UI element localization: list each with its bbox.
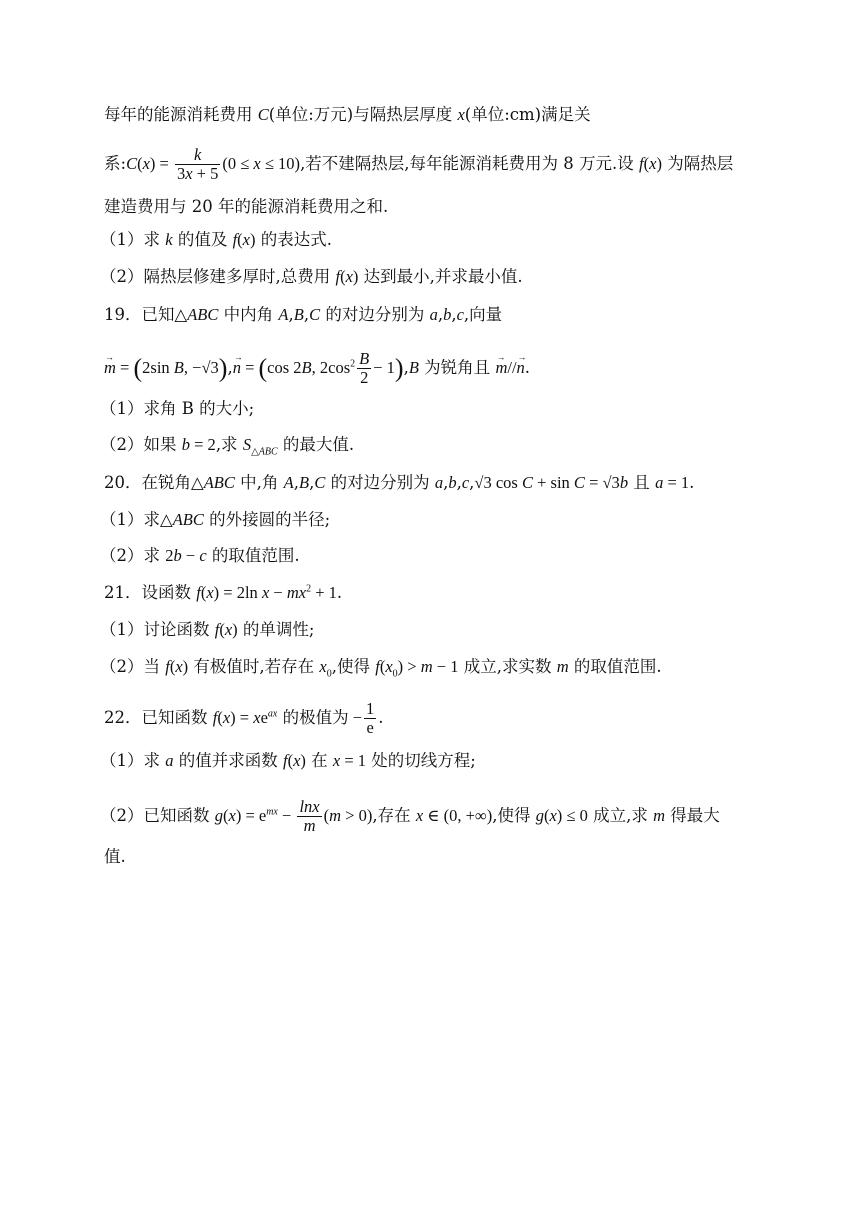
fraction-lnx-over-m: $\frac{\ln x}{m}$ (299, 797, 320, 835)
fraction-b-over-2: $\frac{B}{2}$ (359, 349, 370, 387)
p20-q1: （1）求△ABC 的外接圆的半径; (100, 510, 331, 529)
p22-q2-line1: （2）已知函数 $g(x) = e^{mx}$ − $\frac{\ln x}{m}$ (m > 0),存在 x ∈ (0, +∞),使得 g(x) ≤ 0 成立,求 m 得最大 (100, 797, 720, 835)
p20-q2: （2）求 2b − c 的取值范围. (100, 546, 300, 565)
fraction-1-over-e: $\frac{1}{e}$ (366, 699, 375, 737)
p18-q2: （2）隔热层修建多厚时,总费用 f(x) 达到最小,并求最小值. (100, 267, 523, 286)
p21-stem: 21．设函数 f(x) = 2ln $x - mx^2 + 1$. (104, 583, 343, 602)
fraction-k-over-3x5: $\frac{k}{3x + 5}$ (176, 145, 219, 183)
p18-line2: 系:C(x) = $\frac{k}{3x + 5}$ (0 ≤ x ≤ 10),若不建隔热层,每年能源消耗费用为 8 万元.设 f(x) 为隔热层 (104, 145, 734, 183)
p18-line1: 每年的能源消耗费用 C(单位:万元)与隔热层厚度 x(单位:cm)满足关 (104, 105, 591, 124)
p22-stem: 22．已知函数 $f(x) = xe^{ax}$ 的极值为 − $\frac{1}{e}$ . (104, 699, 384, 737)
p19-q2: （2）如果 b = 2,求 $S_{\triangle ABC}$ 的最大值. (100, 435, 355, 458)
p19-stem: 19．已知△ABC 中内角 A,B,C 的对边分别为 a,b,c,向量 (104, 305, 503, 324)
p22-q2-line2: 值. (104, 847, 126, 866)
p22-q1: （1）求 a 的值并求函数 f(x) 在 x = 1 处的切线方程; (100, 751, 476, 770)
p21-q1: （1）讨论函数 f(x) 的单调性; (100, 620, 315, 639)
p19-vectors: → m = (2sin B, −√3),→ n = (cos 2B, $2\cos^2$ $\frac{B}{2}$ − 1),B 为锐角且 → m//→ n. (104, 350, 764, 387)
p21-q2: （2）当 f(x) 有极值时,若存在 $x_0$,使得 $f(x_0) > m - 1$ 成立,求实数 m 的取值范围. (100, 657, 662, 680)
p18-line3: 建造费用与 20 年的能源消耗费用之和. (104, 197, 389, 216)
p18-q1: （1）求 k 的值及 f(x) 的表达式. (100, 230, 332, 249)
p19-q1: （1）求角 B 的大小; (100, 399, 255, 418)
p20-stem: 20．在锐角△ABC 中,角 A,B,C 的对边分别为 a,b,c,√3 cos C + sin C = √3b 且 a = 1. (104, 473, 695, 492)
